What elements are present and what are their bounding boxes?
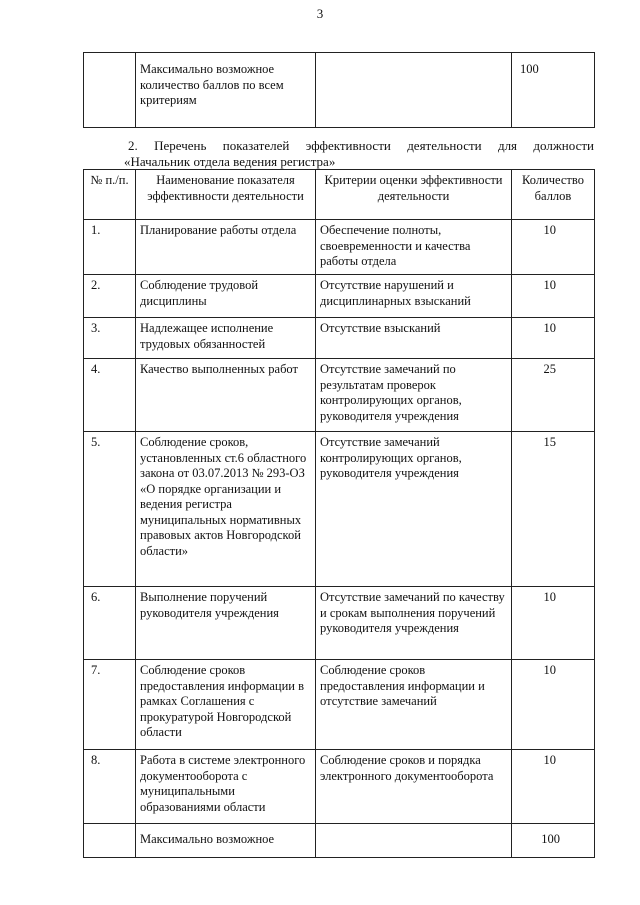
heading-word: должности [533, 138, 594, 153]
header-name: Наименование показателя эффективности деятельности [136, 170, 316, 220]
table-row [84, 750, 595, 824]
table-row [84, 660, 595, 750]
row-criteria: Соблюдение сроков и порядка электронного документооборота [316, 750, 512, 824]
row-name: Соблюдение сроков, установленных ст.6 областного закона от 03.07.2013 № 293-ОЗ «О порядке организации и ведения регистра муниципальных нормативных правовых актов Новгородской области» [136, 432, 316, 587]
row-number: 5. [84, 432, 136, 587]
cell-name: Максимально возможное количество баллов по всем критериям [136, 53, 316, 128]
table-row [84, 359, 595, 432]
section-heading [124, 138, 594, 170]
cell-criteria [316, 53, 512, 128]
row-points: 25 [512, 359, 595, 432]
row-number: 8. [84, 750, 136, 824]
total-criteria [316, 824, 512, 858]
row-number: 6. [84, 587, 136, 660]
table-row [84, 432, 595, 587]
section-heading-line1 [128, 138, 594, 154]
row-criteria: Отсутствие нарушений и дисциплинарных взысканий [316, 275, 512, 318]
table-row [84, 220, 595, 275]
total-number [84, 824, 136, 858]
header-number: № п./п. [84, 170, 136, 220]
page-number: 3 [316, 6, 324, 21]
row-points: 10 [512, 275, 595, 318]
total-label: Максимально возможное [136, 824, 316, 858]
total-points: 100 [512, 824, 595, 858]
row-criteria: Обеспечение полноты, своевременности и качества работы отдела [316, 220, 512, 275]
row-name: Соблюдение сроков предоставления информации в рамках Соглашения с прокуратурой Новгородской области [136, 660, 316, 750]
table-row [84, 275, 595, 318]
indicators-table [83, 169, 595, 858]
header-criteria: Критерии оценки эффективности деятельности [316, 170, 512, 220]
table-total-row [84, 824, 595, 858]
row-points: 15 [512, 432, 595, 587]
row-criteria: Отсутствие замечаний по качеству и срокам выполнения поручений руководителя учреждения [316, 587, 512, 660]
cell-number [84, 53, 136, 128]
row-points: 10 [512, 220, 595, 275]
row-points: 10 [512, 587, 595, 660]
table-row [84, 318, 595, 359]
previous-table-total [83, 52, 595, 128]
heading-word: Перечень [154, 138, 207, 153]
row-name: Надлежащее исполнение трудовых обязанностей [136, 318, 316, 359]
row-points: 10 [512, 318, 595, 359]
row-number: 3. [84, 318, 136, 359]
row-number: 1. [84, 220, 136, 275]
cell-points: 100 [512, 53, 595, 128]
row-criteria: Отсутствие замечаний контролирующих органов, руководителя учреждения [316, 432, 512, 587]
table-header-row [84, 170, 595, 220]
heading-word: эффективности [305, 138, 391, 153]
row-number: 4. [84, 359, 136, 432]
row-points: 10 [512, 660, 595, 750]
row-name: Планирование работы отдела [136, 220, 316, 275]
heading-word: для [497, 138, 518, 153]
table-row [84, 587, 595, 660]
heading-word: показателей [222, 138, 290, 153]
section-number: 2. [128, 138, 138, 153]
row-criteria: Соблюдение сроков предоставления информации и отсутствие замечаний [316, 660, 512, 750]
row-name: Соблюдение трудовой дисциплины [136, 275, 316, 318]
header-points: Количество баллов [512, 170, 595, 220]
heading-word: деятельности [407, 138, 482, 153]
row-name: Качество выполненных работ [136, 359, 316, 432]
row-criteria: Отсутствие замечаний по результатам проверок контролирующих органов, руководителя учреждения [316, 359, 512, 432]
row-name: Выполнение поручений руководителя учреждения [136, 587, 316, 660]
row-number: 7. [84, 660, 136, 750]
row-criteria: Отсутствие взысканий [316, 318, 512, 359]
row-number: 2. [84, 275, 136, 318]
row-name: Работа в системе электронного документооборота с муниципальными образованиями области [136, 750, 316, 824]
table-row [84, 53, 595, 128]
row-points: 10 [512, 750, 595, 824]
section-heading-line2: «Начальник отдела ведения регистра» [124, 154, 336, 169]
